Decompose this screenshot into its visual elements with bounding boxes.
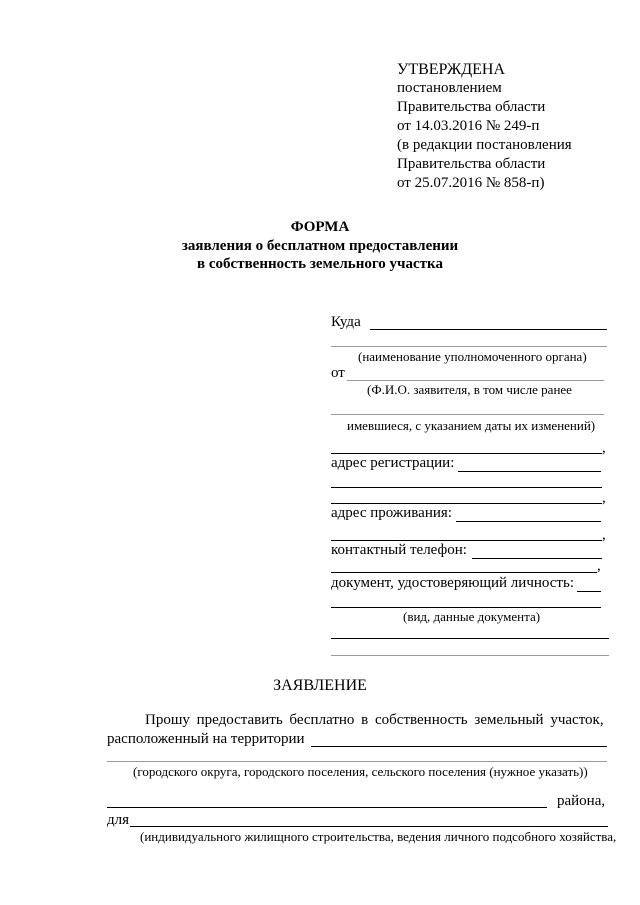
from-field-line[interactable] — [347, 380, 604, 381]
authority-caption: (наименование уполномоченного органа) — [358, 349, 587, 364]
id-document-field-line-2[interactable] — [331, 607, 601, 608]
located-label: расположенный на территории — [107, 731, 305, 747]
comma: , — [602, 527, 606, 543]
phone-field-line[interactable] — [472, 558, 602, 559]
territory-field-line[interactable] — [311, 746, 607, 747]
document-field-line[interactable] — [331, 638, 609, 639]
to-field-line-2[interactable] — [331, 346, 607, 347]
form-title: ФОРМА — [290, 219, 350, 235]
registration-field-line-3[interactable] — [331, 503, 602, 504]
approval-line: постановлением — [397, 80, 502, 96]
residence-label: адрес проживания: — [331, 505, 452, 521]
document-caption: (вид, данные документа) — [403, 609, 541, 624]
phone-field-line-2[interactable] — [331, 572, 597, 573]
registration-field-line[interactable] — [458, 471, 601, 472]
approval-block — [397, 60, 572, 193]
comma: , — [602, 440, 606, 456]
district-field-line[interactable] — [107, 807, 547, 808]
approval-line: от 25.07.2016 № 858-п) — [397, 175, 545, 191]
phone-label: контактный телефон: — [331, 542, 467, 558]
form-subtitle-line2: в собственность земельного участка — [197, 256, 443, 272]
territory-field-line-2[interactable] — [107, 761, 607, 762]
statement-heading: ЗАЯВЛЕНИЕ — [273, 677, 367, 694]
fio-field-line-2[interactable] — [331, 453, 602, 454]
approval-line: от 14.03.2016 № 249-п — [397, 118, 540, 134]
approval-heading: УТВЕРЖДЕНА — [397, 61, 506, 78]
for-label: для — [107, 812, 130, 828]
approval-line: Правительства области — [397, 156, 546, 172]
to-field-line[interactable] — [370, 329, 607, 330]
id-document-label: документ, удостоверяющий личность: — [331, 575, 574, 591]
fio-caption: (Ф.И.О. заявителя, в том числе ранее — [367, 382, 572, 397]
territory-caption: (городского округа, городского поселения, сельского поселения (нужное указать)) — [133, 764, 588, 779]
comma: , — [597, 558, 601, 574]
statement-paragraph-start: Прошу предоставить бесплатно в собственность земельный участок, — [145, 712, 604, 728]
district-label: района, — [557, 793, 606, 809]
comma: , — [602, 490, 606, 506]
residence-field-line[interactable] — [456, 521, 601, 522]
residence-field-line-2[interactable] — [331, 540, 602, 541]
approval-line: Правительства области — [397, 99, 546, 115]
fio-caption-2: имевшиеся, с указанием даты их изменений) — [347, 418, 596, 433]
registration-label: адрес регистрации: — [331, 455, 455, 471]
purpose-caption: (индивидуального жилищного строительства, ведения личного подсобного хозяйства, — [140, 829, 617, 844]
fio-field-line[interactable] — [331, 414, 604, 415]
document-field-line-2[interactable] — [331, 655, 609, 656]
to-label: Куда — [331, 314, 361, 330]
from-label: от — [331, 365, 345, 381]
approval-line: (в редакции постановления — [397, 137, 572, 153]
registration-field-line-2[interactable] — [331, 487, 602, 488]
id-document-field-line[interactable] — [577, 591, 601, 592]
form-subtitle-line1: заявления о бесплатном предоставлении — [181, 238, 459, 254]
purpose-field-line[interactable] — [130, 826, 608, 827]
